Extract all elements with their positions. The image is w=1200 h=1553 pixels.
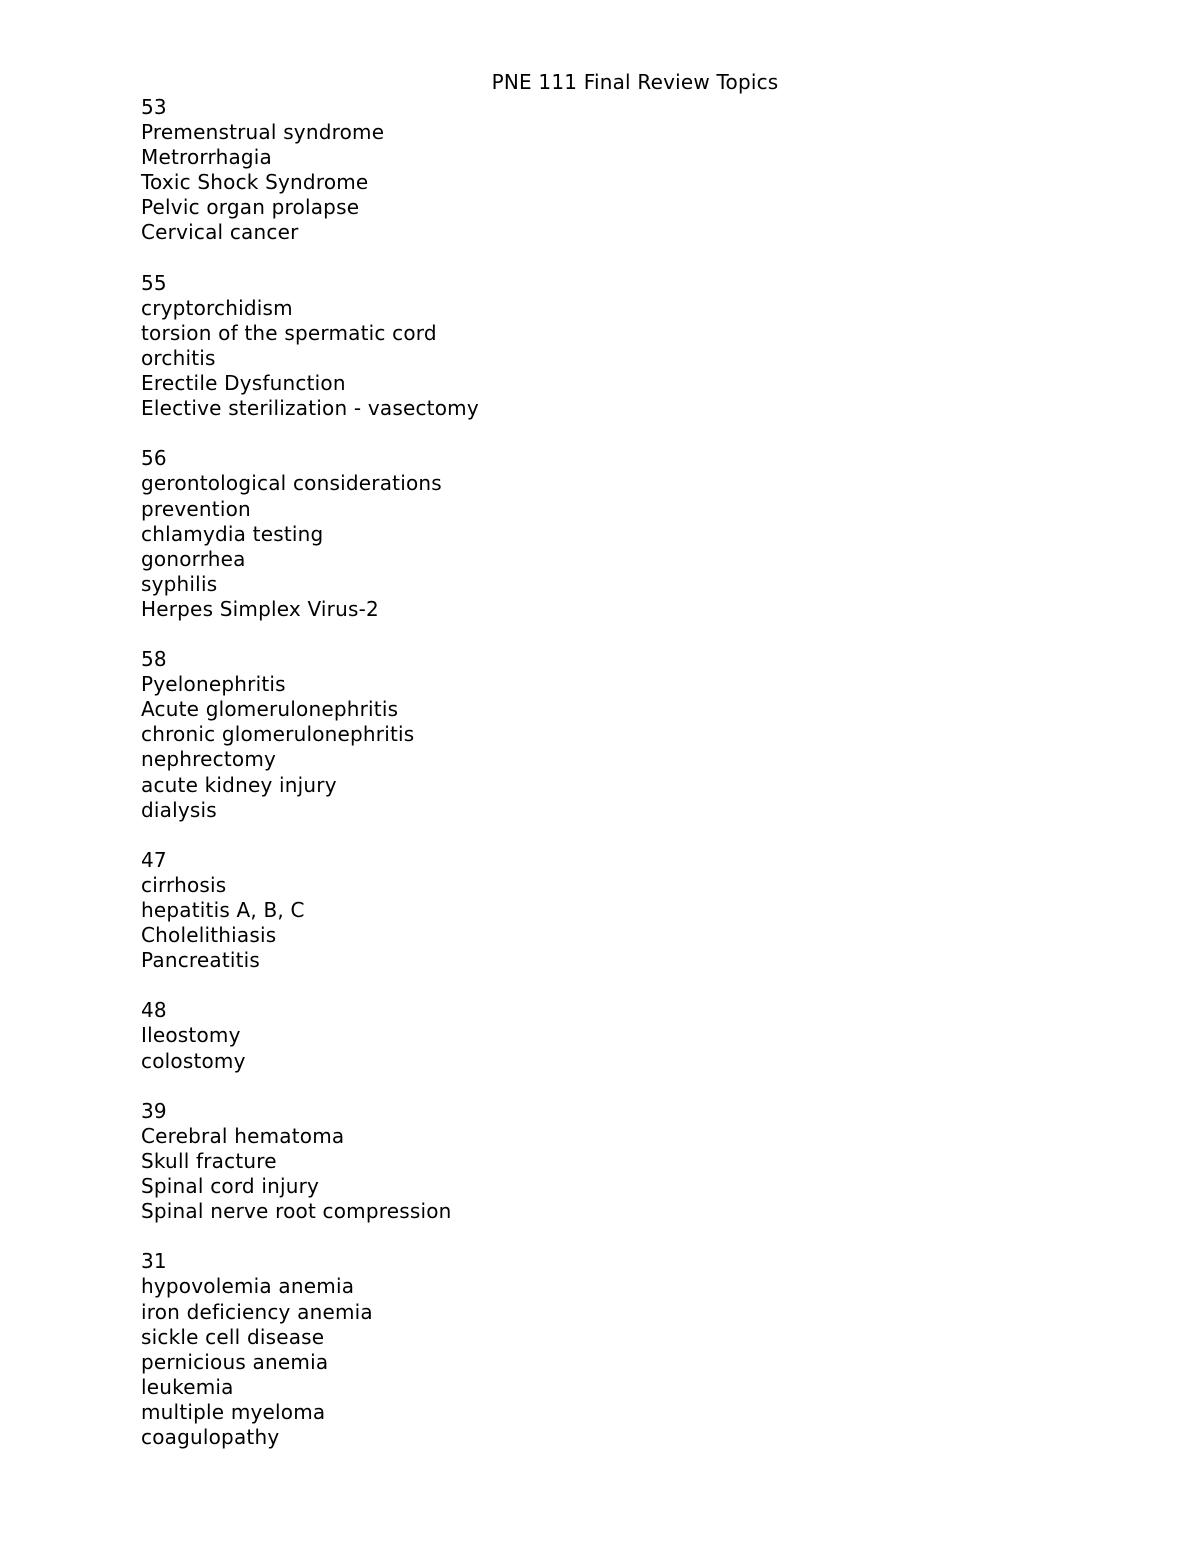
topic-item: prevention [141,496,251,521]
topic-item: colostomy [141,1048,246,1073]
section-number: 53 [141,95,167,119]
topic-item: leukemia [141,1374,234,1399]
topic-item: Cholelithiasis [141,923,277,948]
topic-item: Elective sterilization - vasectomy [141,396,479,421]
topic-item: coagulopathy [141,1424,280,1449]
topic-item: Cervical cancer [141,220,299,245]
topic-item: Spinal cord injury [141,1174,320,1199]
topic-item: Acute glomerulonephritis [141,697,399,722]
topic-item: Pancreatitis [141,948,261,973]
section-number: 31 [141,1249,167,1274]
section-39 [141,1099,479,1224]
topic-item: cirrhosis [141,872,227,897]
topic-item: Erectile Dysfunction [141,371,346,396]
topic-item: Spinal nerve root compression [141,1199,452,1224]
document-body [141,95,479,1475]
section-number: 47 [141,847,167,872]
page-title: PNE 111 Final Review Topics [491,70,779,94]
topic-item: orchitis [141,345,216,370]
topic-item: Toxic Shock Syndrome [141,170,369,195]
topic-item: syphilis [141,571,218,596]
topic-item: chlamydia testing [141,521,324,546]
section-number: 48 [141,998,167,1023]
section-number: 58 [141,647,167,672]
section-31 [141,1249,479,1450]
topic-item: gonorrhea [141,546,246,571]
topic-item: cryptorchidism [141,295,293,320]
section-56 [141,446,479,622]
topic-item: iron deficiency anemia [141,1299,373,1324]
topic-item: Skull fracture [141,1148,277,1173]
section-53 [141,95,479,246]
topic-item: multiple myeloma [141,1399,326,1424]
topic-item: Pelvic organ prolapse [141,195,360,220]
topic-item: gerontological considerations [141,471,442,496]
topic-item: acute kidney injury [141,772,337,797]
topic-item: dialysis [141,797,217,822]
topic-item: hypovolemia anemia [141,1274,355,1299]
topic-item: Metrorrhagia [141,145,273,170]
section-number: 56 [141,446,167,471]
section-47 [141,848,479,973]
section-55 [141,271,479,422]
topic-item: Premenstrual syndrome [141,120,385,145]
section-number: 39 [141,1098,167,1123]
section-number: 55 [141,270,167,295]
section-48 [141,998,479,1073]
topic-item: Pyelonephritis [141,672,286,697]
topic-item: chronic glomerulonephritis [141,722,415,747]
section-58 [141,647,479,823]
topic-item: hepatitis A, B, C [141,898,305,922]
topic-item: Herpes Simplex Virus-2 [141,596,379,621]
topic-item: Ileostomy [141,1023,241,1048]
topic-item: torsion of the spermatic cord [141,320,437,345]
topic-item: nephrectomy [141,747,277,772]
topic-item: pernicious anemia [141,1349,329,1374]
topic-item: Cerebral hematoma [141,1123,345,1148]
topic-item: sickle cell disease [141,1324,325,1349]
